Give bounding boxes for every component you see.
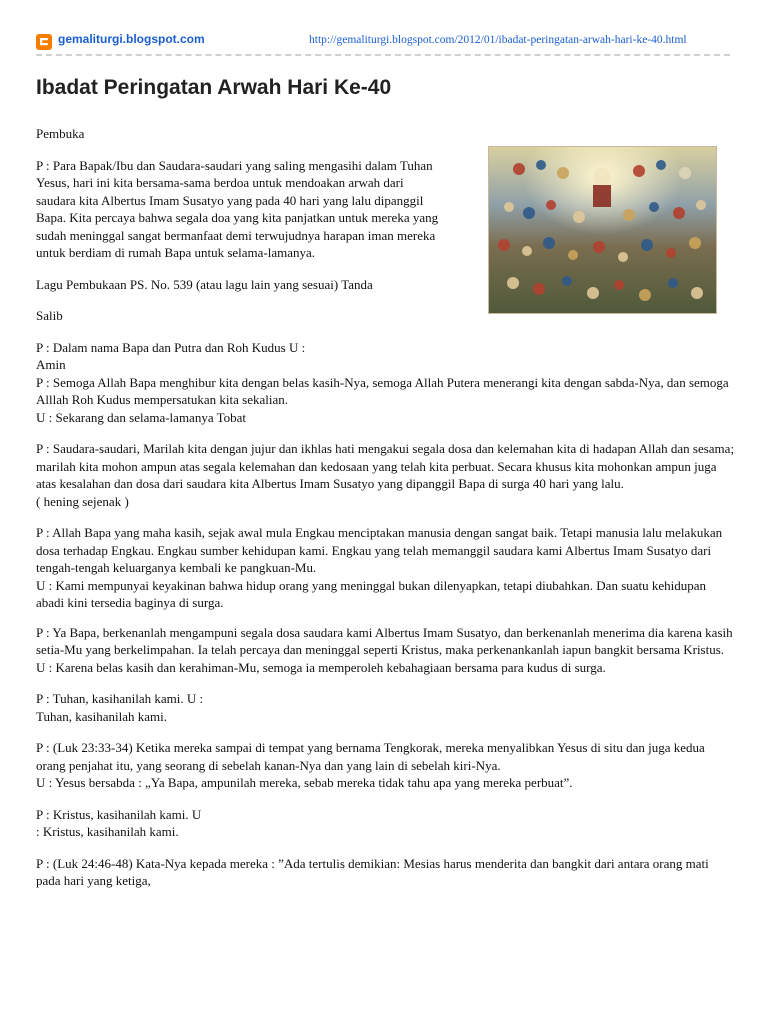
prayer-line: P : Ya Bapa, berkenanlah mengampuni segala dosa saudara kami Albertus Imam Susatyo, dan berkenanlah menerima dia karena kasih setia-Mu yang berkelimpahan. Ia telah percaya dan meninggal seperti Kristus, maka perkenankanlah iapun bangkit bersama Kristus.	[36, 624, 733, 657]
article-body	[36, 125, 736, 904]
prayer-block	[36, 440, 736, 510]
prayer-block	[36, 339, 736, 427]
prayer-line: ( hening sejenak )	[36, 493, 129, 509]
prayer-line: P : Tuhan, kasihanilah kami. U :	[36, 691, 204, 706]
post-url-link[interactable]: http://gemaliturgi.blogspot.com/2012/01/ibadat-peringatan-arwah-hari-ke-40.html	[309, 34, 687, 46]
prayer-line: : Kristus, kasihanilah kami.	[36, 824, 179, 839]
prayer-line: Amin	[36, 357, 66, 372]
prayer-line: Tuhan, kasihanilah kami.	[36, 708, 167, 724]
prayer-line: U : Karena belas kasih dan kerahiman-Mu, semoga ia memperoleh kebahagiaan bersama para kudus di surga.	[36, 659, 606, 675]
prayer-line: P : Semoga Allah Bapa menghibur kita dengan belas kasih-Nya, semoga Allah Putera menerangi kita dengan sabda-Nya, dan semoga Alllah Roh Kudus mempersatukan kita sekalian.	[36, 374, 729, 407]
paragraph: Salib	[36, 308, 63, 323]
section-heading-pembuka: Pembuka	[36, 126, 85, 141]
prayer-line: U : Kami mempunyai keyakinan bahwa hidup orang yang meninggal bukan dilenyapkan, tetapi diubahkan. Dan suatu kehidupan abadi kini tersedia baginya di surga.	[36, 577, 707, 610]
prayer-line: P : Dalam nama Bapa dan Putra dan Roh Kudus U :	[36, 339, 306, 355]
paragraph: Lagu Pembukaan PS. No. 539 (atau lagu lain yang sesuai) Tanda	[36, 276, 373, 292]
prayer-block	[36, 806, 736, 841]
prayer-line: P : Kristus, kasihanilah kami. U	[36, 806, 202, 822]
prayer-block	[36, 624, 736, 677]
intro-section	[36, 125, 446, 325]
prayer-line: P : Allah Bapa yang maha kasih, sejak awal mula Engkau menciptakan manusia dengan sangat baik. Tetapi manusia lalu melakukan dosa terhadap Engkau. Engkau sumber kehidupan kami. Engkau yang telah memanggil saudara kami Albertus Imam Susatyo dari tengah-tengah keluarganya kembali ke pangkuan-Mu.	[36, 525, 723, 575]
article-title: Ibadat Peringatan Arwah Hari Ke-40	[36, 76, 392, 99]
prayer-block	[36, 690, 736, 725]
prayer-line: P : (Luk 24:46-48) Kata-Nya kepada mereka : ”Ada tertulis demikian: Mesias harus menderita dan bangkit dari antara orang mati pada hari yang ketiga,	[36, 855, 709, 888]
prayer-line: P : (Luk 23:33-34) Ketika mereka sampai di tempat yang bernama Tengkorak, mereka menyalibkan Yesus di situ dan juga kedua orang penjahat itu, yang seorang di sebelah kanan-Nya dan yang lain di sebelah kiri-Nya.	[36, 740, 705, 773]
prayer-block	[36, 524, 736, 612]
prayer-block	[36, 855, 736, 890]
prayer-line: U : Sekarang dan selama-lamanya Tobat	[36, 409, 247, 425]
page-header	[36, 32, 730, 56]
prayer-block	[36, 739, 736, 792]
paragraph: P : Para Bapak/Ibu dan Saudara-saudari yang saling mengasihi dalam Tuhan Yesus, hari ini kita bersama-sama berdoa untuk mendoakan arwah dari saudara kita Albertus Imam Susatyo yang pada 40 hari yang lalu dipanggil Bapa. Kita percaya bahwa segala doa yang kita panjatkan untuk mereka yang sudah meninggal sangat bermanfaat demi terwujudnya harapan iman mereka untuk berdiam di rumah Bapa untuk selama-lamanya.	[36, 157, 439, 260]
prayer-line: U : Yesus bersabda : „Ya Bapa, ampunilah mereka, sebab mereka tidak tahu apa yang mereka perbuat”.	[36, 775, 573, 790]
prayer-line: P : Saudara-saudari, Marilah kita dengan jujur dan ikhlas hati mengakui segala dosa dan kelemahan kita di hadapan Allah dan sesama; marilah kita mohon ampun atas segala kelemahan dan kedosaan yang telah kita perbuat. Secara khusus kita mohonkan ampun juga atas kesalahan dan dosa dari saudara kita Albertus Imam Susatyo yang dipanggil Bapa di surga 40 hari yang lalu.	[36, 441, 735, 491]
blogger-icon	[36, 34, 52, 50]
site-name-link[interactable]: gemaliturgi.blogspot.com	[58, 32, 205, 46]
